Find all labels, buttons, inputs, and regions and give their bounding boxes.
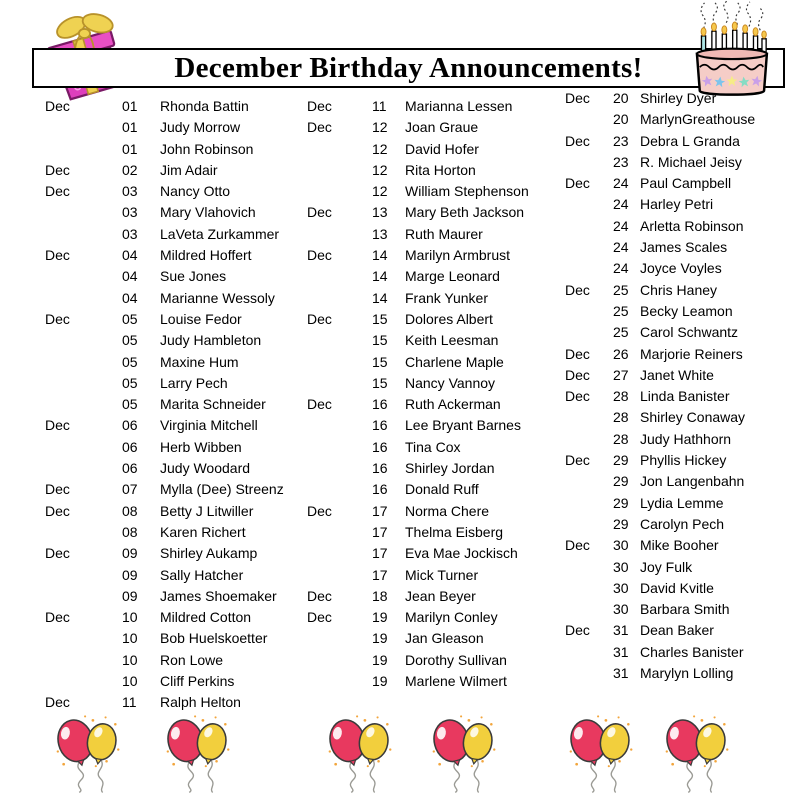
person-name: Dolores Albert bbox=[405, 310, 493, 327]
birthday-row bbox=[45, 202, 284, 223]
day-number: 13 bbox=[372, 225, 388, 242]
birthday-row bbox=[565, 620, 755, 641]
month-label: Dec bbox=[307, 396, 332, 413]
person-name: David Hofer bbox=[405, 140, 479, 157]
day-number: 19 bbox=[372, 630, 388, 647]
birthday-row bbox=[45, 543, 284, 564]
birthday-row bbox=[45, 522, 284, 543]
day-number: 05 bbox=[122, 353, 138, 370]
birthday-row bbox=[307, 160, 529, 181]
person-name: Marilyn Conley bbox=[405, 609, 498, 626]
person-name: Maxine Hum bbox=[160, 353, 239, 370]
person-name: Mike Booher bbox=[640, 537, 719, 554]
birthday-row bbox=[565, 216, 755, 237]
month-label: Dec bbox=[45, 545, 70, 562]
person-name: Linda Banister bbox=[640, 388, 730, 405]
birthday-row bbox=[565, 471, 755, 492]
person-name: Thelma Eisberg bbox=[405, 523, 504, 540]
person-name: Keith Leesman bbox=[405, 332, 499, 349]
person-name: Judy Hambleton bbox=[160, 332, 262, 349]
day-number: 19 bbox=[372, 609, 388, 626]
birthday-row bbox=[565, 450, 755, 471]
day-number: 24 bbox=[613, 175, 629, 192]
birthday-row bbox=[45, 437, 284, 458]
person-name: Phyllis Hickey bbox=[640, 452, 727, 469]
birthday-row bbox=[45, 415, 284, 436]
person-name: Mildred Cotton bbox=[160, 609, 252, 626]
day-number: 12 bbox=[372, 140, 388, 157]
month-label: Dec bbox=[565, 345, 590, 362]
person-name: Chris Haney bbox=[640, 281, 718, 298]
birthday-row bbox=[307, 650, 529, 671]
birthday-row bbox=[307, 501, 529, 522]
person-name: Sally Hatcher bbox=[160, 566, 244, 583]
balloons-icon bbox=[659, 710, 737, 794]
day-number: 05 bbox=[122, 374, 138, 391]
person-name: Donald Ruff bbox=[405, 481, 479, 498]
person-name: Shirley Aukamp bbox=[160, 545, 258, 562]
person-name: James Scales bbox=[640, 239, 728, 256]
month-label: Dec bbox=[307, 98, 332, 114]
person-name: John Robinson bbox=[160, 140, 254, 157]
person-name: Dean Baker bbox=[640, 622, 714, 639]
birthday-column-3 bbox=[565, 88, 755, 684]
day-number: 10 bbox=[122, 609, 138, 626]
balloons-icon bbox=[50, 710, 128, 794]
birthday-row bbox=[307, 181, 529, 202]
birthday-row bbox=[307, 96, 529, 117]
birthday-row bbox=[307, 437, 529, 458]
person-name: Ruth Ackerman bbox=[405, 396, 501, 413]
day-number: 16 bbox=[372, 460, 388, 477]
person-name: Mick Turner bbox=[405, 566, 479, 583]
person-name: Janet White bbox=[640, 366, 714, 383]
birthday-row bbox=[565, 131, 755, 152]
person-name: Arletta Robinson bbox=[640, 217, 744, 234]
birthday-row bbox=[565, 280, 755, 301]
birthday-row bbox=[307, 628, 529, 649]
balloons-icon bbox=[563, 710, 641, 794]
month-label: Dec bbox=[307, 310, 332, 327]
birthday-row bbox=[307, 565, 529, 586]
day-number: 05 bbox=[122, 310, 138, 327]
birthday-row bbox=[565, 557, 755, 578]
person-name: LaVeta Zurkammer bbox=[160, 225, 280, 242]
birthday-row bbox=[45, 245, 284, 266]
day-number: 16 bbox=[372, 481, 388, 498]
person-name: Lee Bryant Barnes bbox=[405, 417, 521, 434]
birthday-row bbox=[45, 309, 284, 330]
day-number: 29 bbox=[613, 494, 629, 511]
day-number: 12 bbox=[372, 161, 388, 178]
birthday-row bbox=[45, 671, 284, 692]
person-name: Marjorie Reiners bbox=[640, 345, 743, 362]
person-name: Paul Campbell bbox=[640, 175, 732, 192]
person-name: Mildred Hoffert bbox=[160, 247, 252, 264]
birthday-row bbox=[307, 288, 529, 309]
birthday-row bbox=[45, 117, 284, 138]
day-number: 17 bbox=[372, 566, 388, 583]
birthday-row bbox=[45, 352, 284, 373]
person-name: Lydia Lemme bbox=[640, 494, 724, 511]
day-number: 01 bbox=[122, 140, 138, 157]
person-name: Marianne Wessoly bbox=[160, 289, 275, 306]
birthday-row bbox=[45, 458, 284, 479]
day-number: 11 bbox=[372, 98, 387, 114]
person-name: Louise Fedor bbox=[160, 310, 242, 327]
person-name: Barbara Smith bbox=[640, 601, 730, 618]
day-number: 28 bbox=[613, 409, 629, 426]
month-label: Dec bbox=[565, 90, 590, 106]
birthday-row bbox=[565, 109, 755, 130]
day-number: 03 bbox=[122, 183, 138, 200]
birthday-row bbox=[45, 266, 284, 287]
person-name: Charlene Maple bbox=[405, 353, 504, 370]
person-name: Bob Huelskoetter bbox=[160, 630, 268, 647]
day-number: 13 bbox=[372, 204, 388, 221]
person-name: Ron Lowe bbox=[160, 651, 224, 668]
day-number: 09 bbox=[122, 566, 138, 583]
birthday-row bbox=[565, 88, 755, 109]
birthday-row bbox=[45, 330, 284, 351]
page-title: December Birthday Announcements! bbox=[174, 51, 643, 84]
person-name: Ruth Maurer bbox=[405, 225, 483, 242]
birthday-row bbox=[565, 301, 755, 322]
person-name: Rita Horton bbox=[405, 161, 476, 178]
person-name: Harley Petri bbox=[640, 196, 714, 213]
day-number: 28 bbox=[613, 388, 629, 405]
month-label: Dec bbox=[45, 310, 70, 327]
birthday-row bbox=[565, 365, 755, 386]
month-label: Dec bbox=[307, 587, 332, 604]
birthday-row bbox=[45, 479, 284, 500]
person-name: Shirley Conaway bbox=[640, 409, 746, 426]
month-label: Dec bbox=[307, 609, 332, 626]
day-number: 08 bbox=[122, 502, 138, 519]
person-name: Norma Chere bbox=[405, 502, 490, 519]
birthday-row bbox=[307, 309, 529, 330]
birthday-row bbox=[307, 415, 529, 436]
month-label: Dec bbox=[45, 502, 70, 519]
person-name: Joy Fulk bbox=[640, 558, 693, 575]
person-name: Nancy Vannoy bbox=[405, 374, 496, 391]
person-name: Jim Adair bbox=[160, 161, 218, 178]
day-number: 17 bbox=[372, 502, 388, 519]
person-name: William Stephenson bbox=[405, 183, 529, 200]
person-name: Carolyn Pech bbox=[640, 515, 725, 532]
person-name: Sue Jones bbox=[160, 268, 227, 285]
day-number: 11 bbox=[122, 694, 137, 711]
day-number: 25 bbox=[613, 281, 629, 298]
day-number: 14 bbox=[372, 289, 388, 306]
birthday-row bbox=[307, 607, 529, 628]
birthday-column-2 bbox=[307, 96, 529, 692]
person-name: Judy Morrow bbox=[160, 119, 241, 136]
person-name: Betty J Litwiller bbox=[160, 502, 254, 519]
day-number: 10 bbox=[122, 651, 138, 668]
month-label: Dec bbox=[565, 366, 590, 383]
day-number: 07 bbox=[122, 481, 138, 498]
day-number: 25 bbox=[613, 302, 629, 319]
person-name: R. Michael Jeisy bbox=[640, 153, 742, 170]
person-name: Eva Mae Jockisch bbox=[405, 545, 518, 562]
birthday-row bbox=[45, 139, 284, 160]
birthday-row bbox=[45, 501, 284, 522]
person-name: Marilyn Armbrust bbox=[405, 247, 511, 264]
person-name: Shirley Dyer bbox=[640, 90, 717, 106]
day-number: 16 bbox=[372, 438, 388, 455]
person-name: Marge Leonard bbox=[405, 268, 500, 285]
month-label: Dec bbox=[45, 609, 70, 626]
birthday-row bbox=[307, 352, 529, 373]
birthday-row bbox=[565, 514, 755, 535]
person-name: Marianna Lessen bbox=[405, 98, 513, 114]
day-number: 02 bbox=[122, 161, 138, 178]
person-name: Joyce Voyles bbox=[640, 260, 722, 277]
birthday-row bbox=[565, 642, 755, 663]
day-number: 29 bbox=[613, 515, 629, 532]
day-number: 15 bbox=[372, 332, 388, 349]
day-number: 10 bbox=[122, 673, 138, 690]
month-label: Dec bbox=[565, 388, 590, 405]
day-number: 31 bbox=[613, 622, 629, 639]
person-name: Joan Graue bbox=[405, 119, 479, 136]
birthday-row bbox=[45, 96, 284, 117]
month-label: Dec bbox=[307, 119, 332, 136]
day-number: 31 bbox=[613, 665, 629, 682]
month-label: Dec bbox=[45, 417, 70, 434]
birthday-row bbox=[45, 181, 284, 202]
birthday-column-1 bbox=[45, 96, 284, 714]
month-label: Dec bbox=[45, 694, 70, 711]
birthday-row bbox=[565, 322, 755, 343]
person-name: Marita Schneider bbox=[160, 396, 266, 413]
day-number: 19 bbox=[372, 673, 388, 690]
day-number: 05 bbox=[122, 332, 138, 349]
birthday-row bbox=[307, 224, 529, 245]
person-name: Dorothy Sullivan bbox=[405, 651, 507, 668]
birthday-row bbox=[307, 202, 529, 223]
day-number: 09 bbox=[122, 545, 138, 562]
birthday-row bbox=[307, 543, 529, 564]
person-name: Shirley Jordan bbox=[405, 460, 495, 477]
person-name: Jon Langenbahn bbox=[640, 473, 745, 490]
day-number: 20 bbox=[613, 90, 629, 106]
birthday-row bbox=[565, 258, 755, 279]
day-number: 04 bbox=[122, 268, 138, 285]
month-label: Dec bbox=[565, 281, 590, 298]
day-number: 23 bbox=[613, 153, 629, 170]
day-number: 09 bbox=[122, 587, 138, 604]
person-name: Mary Vlahovich bbox=[160, 204, 256, 221]
month-label: Dec bbox=[307, 204, 332, 221]
birthday-row bbox=[565, 194, 755, 215]
person-name: Carol Schwantz bbox=[640, 324, 739, 341]
person-name: David Kvitle bbox=[640, 579, 714, 596]
birthday-row bbox=[565, 344, 755, 365]
person-name: Cliff Perkins bbox=[160, 673, 235, 690]
day-number: 14 bbox=[372, 268, 388, 285]
birthday-row bbox=[45, 628, 284, 649]
month-label: Dec bbox=[45, 98, 70, 114]
birthday-row bbox=[307, 394, 529, 415]
person-name: Charles Banister bbox=[640, 643, 744, 660]
person-name: Debra L Granda bbox=[640, 132, 740, 149]
person-name: Rhonda Battin bbox=[160, 98, 249, 114]
month-label: Dec bbox=[307, 502, 332, 519]
day-number: 23 bbox=[613, 132, 629, 149]
birthday-row bbox=[307, 117, 529, 138]
day-number: 16 bbox=[372, 396, 388, 413]
day-number: 18 bbox=[372, 587, 388, 604]
day-number: 24 bbox=[613, 196, 629, 213]
day-number: 15 bbox=[372, 353, 388, 370]
day-number: 16 bbox=[372, 417, 388, 434]
month-label: Dec bbox=[45, 161, 70, 178]
birthday-row bbox=[307, 458, 529, 479]
day-number: 26 bbox=[613, 345, 629, 362]
day-number: 08 bbox=[122, 523, 138, 540]
birthday-row bbox=[45, 565, 284, 586]
day-number: 12 bbox=[372, 119, 388, 136]
day-number: 30 bbox=[613, 558, 629, 575]
day-number: 03 bbox=[122, 204, 138, 221]
day-number: 17 bbox=[372, 545, 388, 562]
day-number: 12 bbox=[372, 183, 388, 200]
person-name: Herb Wibben bbox=[160, 438, 242, 455]
day-number: 01 bbox=[122, 119, 138, 136]
day-number: 14 bbox=[372, 247, 388, 264]
birthday-row bbox=[565, 493, 755, 514]
day-number: 27 bbox=[613, 366, 629, 383]
person-name: Karen Richert bbox=[160, 523, 246, 540]
day-number: 15 bbox=[372, 374, 388, 391]
person-name: Marylyn Lolling bbox=[640, 665, 734, 682]
balloons-icon bbox=[426, 710, 504, 794]
day-number: 17 bbox=[372, 523, 388, 540]
day-number: 31 bbox=[613, 643, 629, 660]
birthday-row bbox=[565, 173, 755, 194]
day-number: 29 bbox=[613, 452, 629, 469]
day-number: 06 bbox=[122, 438, 138, 455]
person-name: MarlynGreathouse bbox=[640, 111, 756, 128]
person-name: Frank Yunker bbox=[405, 289, 489, 306]
day-number: 24 bbox=[613, 260, 629, 277]
birthday-row bbox=[45, 160, 284, 181]
birthday-row bbox=[45, 607, 284, 628]
person-name: Nancy Otto bbox=[160, 183, 231, 200]
month-label: Dec bbox=[565, 622, 590, 639]
person-name: Judy Hathhorn bbox=[640, 430, 732, 447]
birthday-row bbox=[565, 429, 755, 450]
person-name: James Shoemaker bbox=[160, 587, 277, 604]
birthday-row bbox=[307, 373, 529, 394]
birthday-row bbox=[307, 586, 529, 607]
day-number: 04 bbox=[122, 247, 138, 264]
person-name: Virginia Mitchell bbox=[160, 417, 258, 434]
day-number: 30 bbox=[613, 579, 629, 596]
month-label: Dec bbox=[45, 481, 70, 498]
birthday-row bbox=[565, 599, 755, 620]
day-number: 28 bbox=[613, 430, 629, 447]
birthday-row bbox=[565, 663, 755, 684]
birthday-row bbox=[565, 578, 755, 599]
birthday-row bbox=[45, 650, 284, 671]
person-name: Jan Gleason bbox=[405, 630, 484, 647]
person-name: Jean Beyer bbox=[405, 587, 476, 604]
day-number: 05 bbox=[122, 396, 138, 413]
birthday-row bbox=[565, 407, 755, 428]
person-name: Becky Leamon bbox=[640, 302, 733, 319]
birthday-row bbox=[307, 522, 529, 543]
day-number: 10 bbox=[122, 630, 138, 647]
person-name: Tina Cox bbox=[405, 438, 461, 455]
birthday-row bbox=[565, 152, 755, 173]
birthday-row bbox=[307, 479, 529, 500]
month-label: Dec bbox=[565, 132, 590, 149]
birthday-row bbox=[45, 373, 284, 394]
birthday-row bbox=[565, 237, 755, 258]
balloons-icon bbox=[322, 710, 400, 794]
day-number: 04 bbox=[122, 289, 138, 306]
birthday-row bbox=[307, 671, 529, 692]
birthday-row bbox=[45, 394, 284, 415]
day-number: 01 bbox=[122, 98, 138, 114]
day-number: 24 bbox=[613, 239, 629, 256]
day-number: 30 bbox=[613, 537, 629, 554]
person-name: Marlene Wilmert bbox=[405, 673, 507, 690]
month-label: Dec bbox=[307, 247, 332, 264]
birthday-row bbox=[307, 330, 529, 351]
birthday-row bbox=[307, 139, 529, 160]
month-label: Dec bbox=[565, 452, 590, 469]
month-label: Dec bbox=[45, 183, 70, 200]
month-label: Dec bbox=[565, 537, 590, 554]
day-number: 30 bbox=[613, 601, 629, 618]
person-name: Ralph Helton bbox=[160, 694, 241, 711]
birthday-row bbox=[307, 266, 529, 287]
day-number: 15 bbox=[372, 310, 388, 327]
birthday-row bbox=[45, 224, 284, 245]
day-number: 03 bbox=[122, 225, 138, 242]
birthday-row bbox=[565, 386, 755, 407]
day-number: 24 bbox=[613, 217, 629, 234]
day-number: 20 bbox=[613, 111, 629, 128]
day-number: 06 bbox=[122, 460, 138, 477]
day-number: 06 bbox=[122, 417, 138, 434]
month-label: Dec bbox=[565, 175, 590, 192]
birthday-row bbox=[45, 288, 284, 309]
birthday-row bbox=[307, 245, 529, 266]
day-number: 19 bbox=[372, 651, 388, 668]
balloons-icon bbox=[160, 710, 238, 794]
day-number: 25 bbox=[613, 324, 629, 341]
birthday-row bbox=[565, 535, 755, 556]
birthday-row bbox=[45, 586, 284, 607]
month-label: Dec bbox=[45, 247, 70, 264]
person-name: Larry Pech bbox=[160, 374, 228, 391]
person-name: Judy Woodard bbox=[160, 460, 251, 477]
person-name: Mary Beth Jackson bbox=[405, 204, 525, 221]
day-number: 29 bbox=[613, 473, 629, 490]
person-name: Mylla (Dee) Streenz bbox=[160, 481, 284, 498]
